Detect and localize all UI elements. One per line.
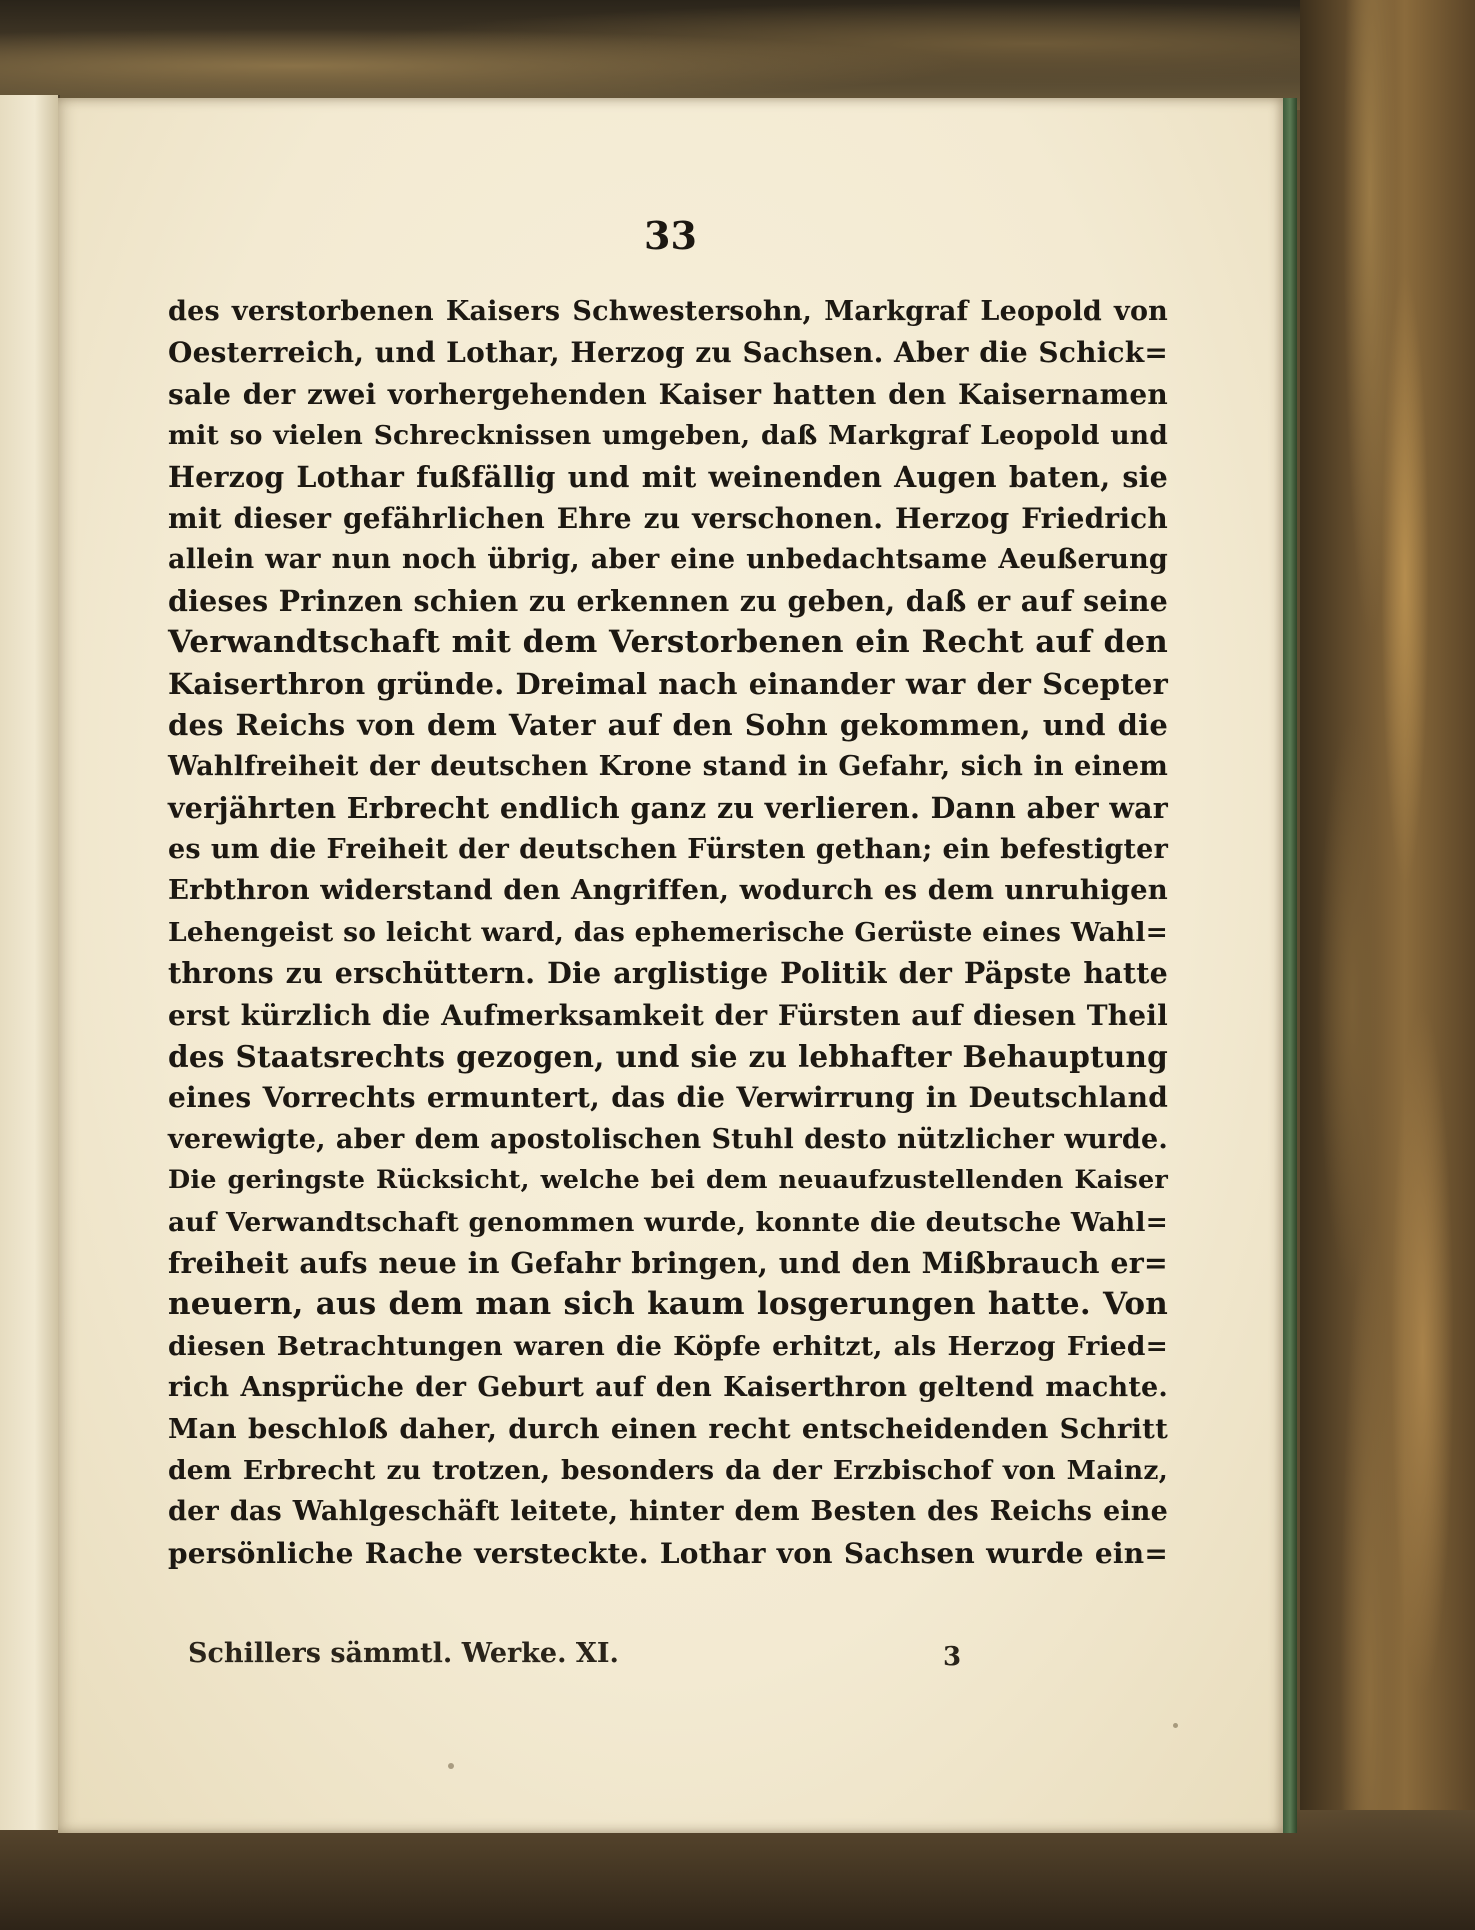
text-line: verjährten Erbrecht endlich ganz zu verlieren. Dann aber war bbox=[168, 790, 1168, 825]
text-line: des Staatsrechts gezogen, und sie zu lebhafter Behauptung bbox=[168, 1039, 1168, 1075]
text-line: dem Erbrecht zu trotzen, besonders da der Erzbischof von Mainz, bbox=[168, 1454, 1168, 1486]
text-line: Verwandtschaft mit dem Verstorbenen ein Recht auf den bbox=[168, 624, 1168, 661]
text-line: Erbthron widerstand den Angriffen, wodurch es dem unruhigen bbox=[168, 874, 1168, 907]
text-line: des Reichs von dem Vater auf den Sohn gekommen, und die bbox=[168, 707, 1168, 742]
page-footer bbox=[188, 1638, 988, 1688]
text-line: Wahlfreiheit der deutschen Krone stand in Gefahr, sich in einem bbox=[168, 751, 1168, 783]
body-text bbox=[168, 291, 1168, 1574]
text-line: allein war nun noch übrig, aber eine unbedachtsame Aeußerung bbox=[168, 544, 1168, 576]
text-line: Die geringste Rücksicht, welche bei dem neuaufzustellenden Kaiser bbox=[168, 1165, 1168, 1196]
text-line: freiheit aufs neue in Gefahr bringen, und den Mißbrauch er= bbox=[168, 1245, 1168, 1280]
text-line: verewigte, aber dem apostolischen Stuhl desto nützlicher wurde. bbox=[168, 1123, 1168, 1155]
left-page-edge bbox=[0, 95, 60, 1830]
text-line: mit dieser gefährlichen Ehre zu verschonen. Herzog Friedrich bbox=[168, 501, 1168, 535]
text-line: Lehengeist so leicht ward, das ephemerische Gerüste eines Wahl= bbox=[168, 916, 1168, 948]
text-line: erst kürzlich die Aufmerksamkeit der Fürsten auf diesen Theil bbox=[168, 998, 1168, 1032]
book-page bbox=[58, 98, 1283, 1833]
signature-mark: 3 bbox=[943, 1642, 962, 1672]
text-line: dieses Prinzen schien zu erkennen zu geben, daß er auf seine bbox=[168, 583, 1168, 618]
paper-speck bbox=[448, 1763, 454, 1769]
text-line: eines Vorrechts ermuntert, das die Verwirrung in Deutschland bbox=[168, 1081, 1168, 1115]
paper-speck bbox=[1173, 1723, 1178, 1728]
page-number: 33 bbox=[644, 213, 697, 258]
text-line: rich Ansprüche der Geburt auf den Kaiserthron geltend machte. bbox=[168, 1372, 1168, 1404]
text-line: Kaiserthron gründe. Dreimal nach einander war der Scepter bbox=[168, 666, 1168, 701]
text-line: mit so vielen Schrecknissen umgeben, daß Markgraf Leopold und bbox=[168, 420, 1168, 452]
page-edge-binding bbox=[1283, 98, 1297, 1833]
book-cover-top bbox=[0, 0, 1475, 110]
text-line: persönliche Rache versteckte. Lothar von Sachsen wurde ein= bbox=[168, 1536, 1168, 1570]
signature-line: Schillers sämmtl. Werke. XI. bbox=[188, 1638, 619, 1669]
text-line: Oesterreich, und Lothar, Herzog zu Sachsen. Aber die Schick= bbox=[168, 336, 1168, 370]
text-line: auf Verwandtschaft genommen wurde, konnte die deutsche Wahl= bbox=[168, 1206, 1168, 1238]
text-line: des verstorbenen Kaisers Schwestersohn, Markgraf Leopold von bbox=[168, 296, 1168, 327]
book-cover-right bbox=[1300, 0, 1475, 1930]
text-line: Man beschloß daher, durch einen recht entscheidenden Schritt bbox=[168, 1412, 1168, 1445]
text-line: Herzog Lothar fußfällig und mit weinenden Augen baten, sie bbox=[168, 459, 1168, 494]
text-line: sale der zwei vorhergehenden Kaiser hatten den Kaisernamen bbox=[168, 377, 1168, 411]
text-line: throns zu erschüttern. Die arglistige Politik der Päpste hatte bbox=[168, 956, 1168, 991]
text-line: der das Wahlgeschäft leitete, hinter dem Besten des Reichs eine bbox=[168, 1496, 1168, 1528]
text-line: neuern, aus dem man sich kaum losgerungen hatte. Von bbox=[168, 1286, 1168, 1323]
text-line: es um die Freiheit der deutschen Fürsten gethan; ein befestigter bbox=[168, 834, 1168, 866]
text-line: diesen Betrachtungen waren die Köpfe erhitzt, als Herzog Fried= bbox=[168, 1330, 1168, 1362]
